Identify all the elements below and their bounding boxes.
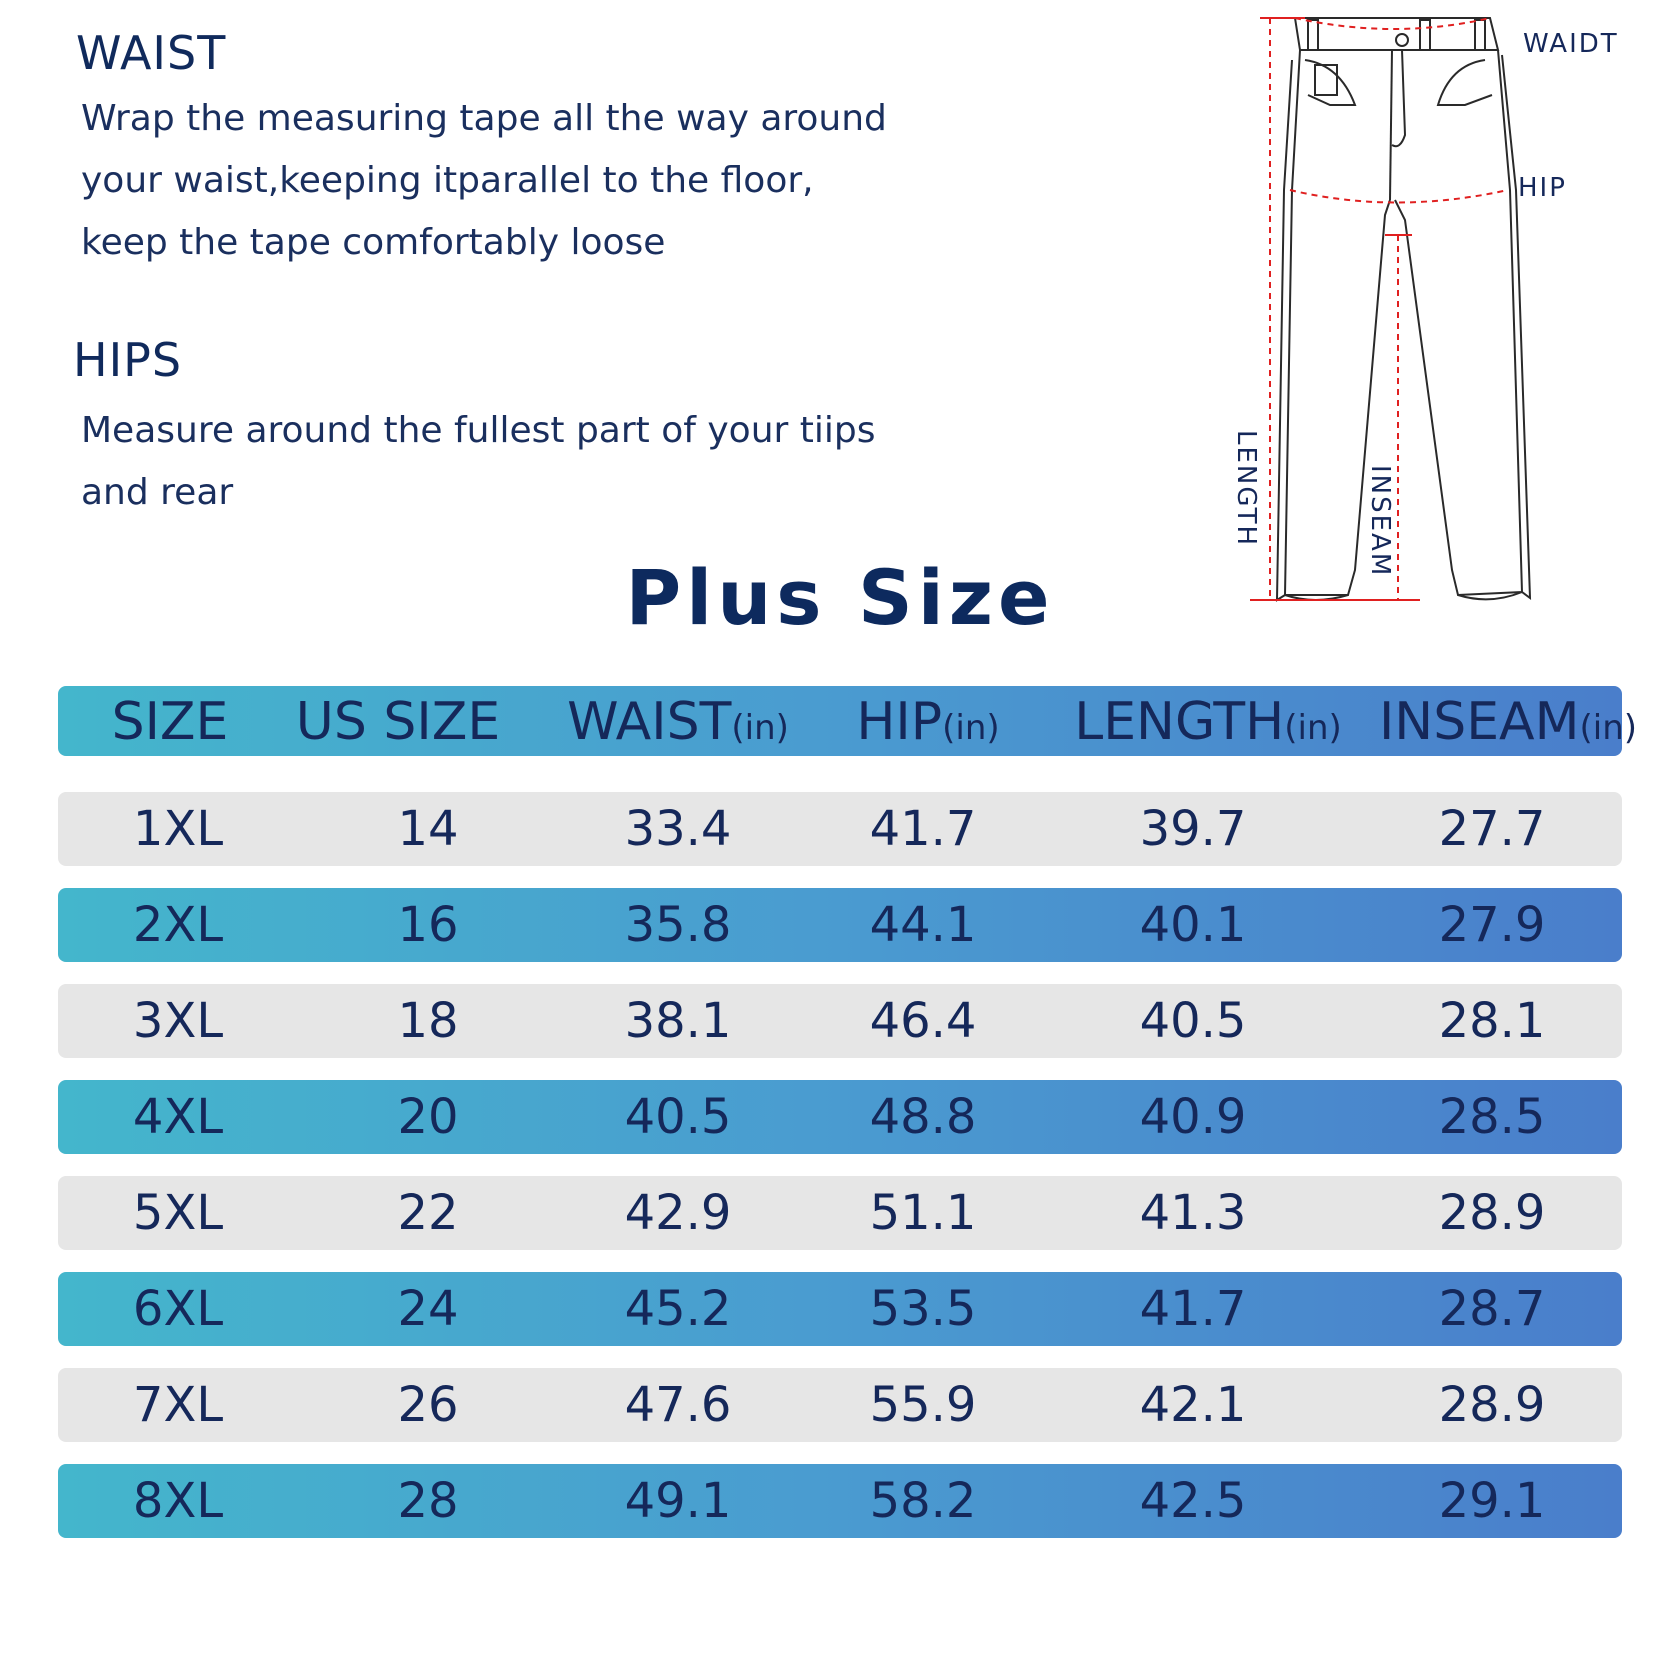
us-size-cell: 18	[397, 993, 459, 1049]
hip-cell: 48.8	[869, 1089, 977, 1145]
table-row	[58, 1464, 1622, 1538]
waist-cell: 40.5	[624, 1089, 732, 1145]
pants-measurement-diagram	[1180, 10, 1650, 610]
column-header-us-size: US SIZE	[295, 692, 501, 752]
column-header-length: LENGTH(in)	[1074, 692, 1342, 752]
inseam-cell: 28.7	[1438, 1281, 1546, 1337]
hip-cell: 53.5	[869, 1281, 977, 1337]
button-shape	[1396, 34, 1408, 46]
waist-cell: 33.4	[624, 801, 732, 857]
length-cell: 41.7	[1139, 1281, 1247, 1337]
table-row	[58, 888, 1622, 962]
length-cell: 41.3	[1139, 1185, 1247, 1241]
inseam-diagram-label: INSEAM	[1365, 465, 1395, 578]
waist-cell: 45.2	[624, 1281, 732, 1337]
waist-title: WAIST	[76, 26, 227, 80]
hip-cell: 51.1	[869, 1185, 977, 1241]
waist-cell: 49.1	[624, 1473, 732, 1529]
inseam-cell: 28.9	[1438, 1377, 1546, 1433]
inseam-cell: 29.1	[1438, 1473, 1546, 1529]
length-cell: 40.9	[1139, 1089, 1247, 1145]
waist-cell: 38.1	[624, 993, 732, 1049]
size-cell: 1XL	[132, 801, 224, 857]
size-cell: 2XL	[132, 897, 224, 953]
waist-instruction-line: your waist,keeping itparallel to the floor,	[81, 160, 814, 201]
table-row	[58, 1176, 1622, 1250]
waist-instructions	[81, 88, 887, 274]
us-size-cell: 28	[397, 1473, 459, 1529]
waist-cell: 42.9	[624, 1185, 732, 1241]
us-size-cell: 22	[397, 1185, 459, 1241]
table-row	[58, 1080, 1622, 1154]
chart-title: Plus Size	[625, 553, 1055, 642]
table-header-row	[58, 686, 1638, 756]
hip-cell: 41.7	[869, 801, 977, 857]
column-header-size: SIZE	[111, 692, 229, 752]
size-cell: 4XL	[132, 1089, 224, 1145]
column-header-inseam: INSEAM(in)	[1378, 692, 1638, 752]
pants-illustration	[1180, 10, 1650, 610]
length-cell: 39.7	[1139, 801, 1247, 857]
waist-instruction-line: Wrap the measuring tape all the way around	[81, 98, 887, 139]
length-cell: 40.1	[1139, 897, 1247, 953]
hip-measure-line	[1290, 190, 1508, 203]
table-row	[58, 984, 1622, 1058]
inseam-cell: 28.1	[1438, 993, 1546, 1049]
size-cell: 7XL	[132, 1377, 224, 1433]
table-row	[58, 1272, 1622, 1346]
hips-title: HIPS	[73, 333, 183, 387]
inseam-cell: 28.5	[1438, 1089, 1546, 1145]
hips-instructions	[81, 400, 875, 524]
waist-instruction-line: keep the tape comfortably loose	[81, 222, 666, 263]
hips-instruction-line: and rear	[81, 472, 234, 513]
waistband-outline	[1295, 18, 1498, 50]
size-cell: 5XL	[132, 1185, 224, 1241]
table-row	[58, 792, 1622, 866]
waist-cell: 35.8	[624, 897, 732, 953]
inseam-cell: 28.9	[1438, 1185, 1546, 1241]
hip-cell: 46.4	[869, 993, 977, 1049]
us-size-cell: 26	[397, 1377, 459, 1433]
length-diagram-label: LENGTH	[1231, 430, 1261, 548]
us-size-cell: 20	[397, 1089, 459, 1145]
length-cell: 42.1	[1139, 1377, 1247, 1433]
length-cell: 40.5	[1139, 993, 1247, 1049]
waist-cell: 47.6	[624, 1377, 732, 1433]
column-header-waist: WAIST(in)	[567, 692, 789, 752]
size-cell: 8XL	[132, 1473, 224, 1529]
hip-diagram-label: HIP	[1518, 173, 1567, 203]
hip-cell: 44.1	[869, 897, 977, 953]
us-size-cell: 14	[397, 801, 459, 857]
column-header-hip: HIP(in)	[856, 692, 1000, 752]
table-row	[58, 1368, 1622, 1442]
hips-instruction-line: Measure around the fullest part of your tiips	[81, 410, 876, 451]
us-size-cell: 16	[397, 897, 459, 953]
inseam-cell: 27.9	[1438, 897, 1546, 953]
waist-measure-line	[1295, 18, 1490, 29]
waist-diagram-label: WAIDT	[1523, 29, 1619, 59]
us-size-cell: 24	[397, 1281, 459, 1337]
length-cell: 42.5	[1139, 1473, 1247, 1529]
size-cell: 3XL	[132, 993, 224, 1049]
hip-cell: 58.2	[869, 1473, 977, 1529]
size-cell: 6XL	[132, 1281, 224, 1337]
hip-cell: 55.9	[869, 1377, 977, 1433]
inseam-cell: 27.7	[1438, 801, 1546, 857]
